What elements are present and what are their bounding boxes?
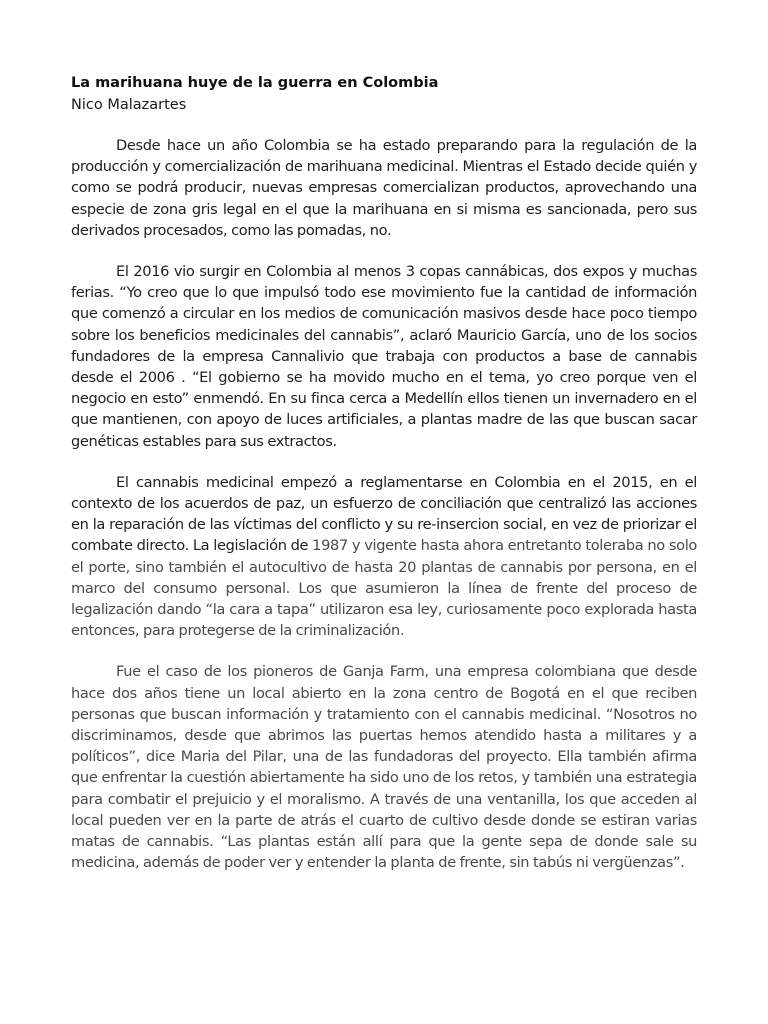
paragraph-3-continuation: 1987 y vigente hasta ahora entretanto toleraba no solo el porte, sino también el autocultivo de hasta 20 plantas de cannabis por persona, en el marco del consumo personal. Los que asumieron la línea de frente del proceso de legalización dando “la cara a tapa” utilizaron esa ley, curiosamente poco explorada hasta entonces, para protegerse de la criminalización.	[71, 537, 697, 640]
paragraph-2: El 2016 vio surgir en Colombia al menos 3 copas cannábicas, dos expos y muchas ferias. “Yo creo que lo que impulsó todo ese movimiento fue la cantidad de información que comenzó a circular en los medios de comunicación masivos desde hace poco tiempo sobre los beneficios medicinales del cannabis”, aclaró Mauricio García, uno de los socios fundadores de la empresa Cannalivio que trabaja con productos a base de cannabis desde el 2006 . “El gobierno se ha movido mucho en el tema, yo creo porque ven el negocio en esto” enmendó. En su finca cerca a Medellín ellos tienen un invernadero en el que mantienen, con apoyo de luces artificiales, a plantas madre de las que buscan sacar genéticas estables para sus extractos.	[71, 263, 697, 450]
paragraph-3	[71, 472, 697, 642]
article-author: Nico Malazartes	[71, 97, 187, 113]
document-page	[71, 72, 697, 894]
article-title: La marihuana huye de la guerra en Colombia	[71, 75, 439, 91]
paragraph-1: Desde hace un año Colombia se ha estado preparando para la regulación de la producción y comercialización de marihuana medicinal. Mientras el Estado decide quién y como se podrá producir, nuevas empresas comercializan productos, aprovechando una especie de zona gris legal en el que la marihuana en si misma es sancionada, pero sus derivados procesados, como las pomadas, no.	[71, 137, 697, 239]
paragraph-3-lead: El cannabis medicinal empezó a reglamentarse en Colombia en el 2015, en el contexto de los acuerdos de paz, un esfuerzo de conciliación que centralizó las acciones en la reparación de las víctimas del conflicto y su re-insercion social, en vez de priorizar el combate directo. La legislación de	[71, 473, 697, 555]
paragraph-4: Fue el caso de los pioneros de Ganja Farm, una empresa colombiana que desde hace dos años tiene un local abierto en la zona centro de Bogotá en el que reciben personas que buscan información y tratamiento con el cannabis medicinal. “Nosotros no discriminamos, desde que abrimos las puertas hemos atendido hasta a militares y a políticos”, dice Maria del Pilar, una de las fundadoras del proyecto. Ella también afirma que enfrentar la cuestión abiertamente ha sido uno de los retos, y también una estrategia para combatir el prejuicio y el moralismo. A través de una ventanilla, los que acceden al local pueden ver en la parte de atrás el cuarto de cultivo desde donde se estiran varias matas de cannabis. “Las plantas están allí para que la gente sepa de donde sale su medicina, además de poder ver y entender la planta de frente, sin tabús ni vergüenzas”.	[71, 663, 697, 872]
